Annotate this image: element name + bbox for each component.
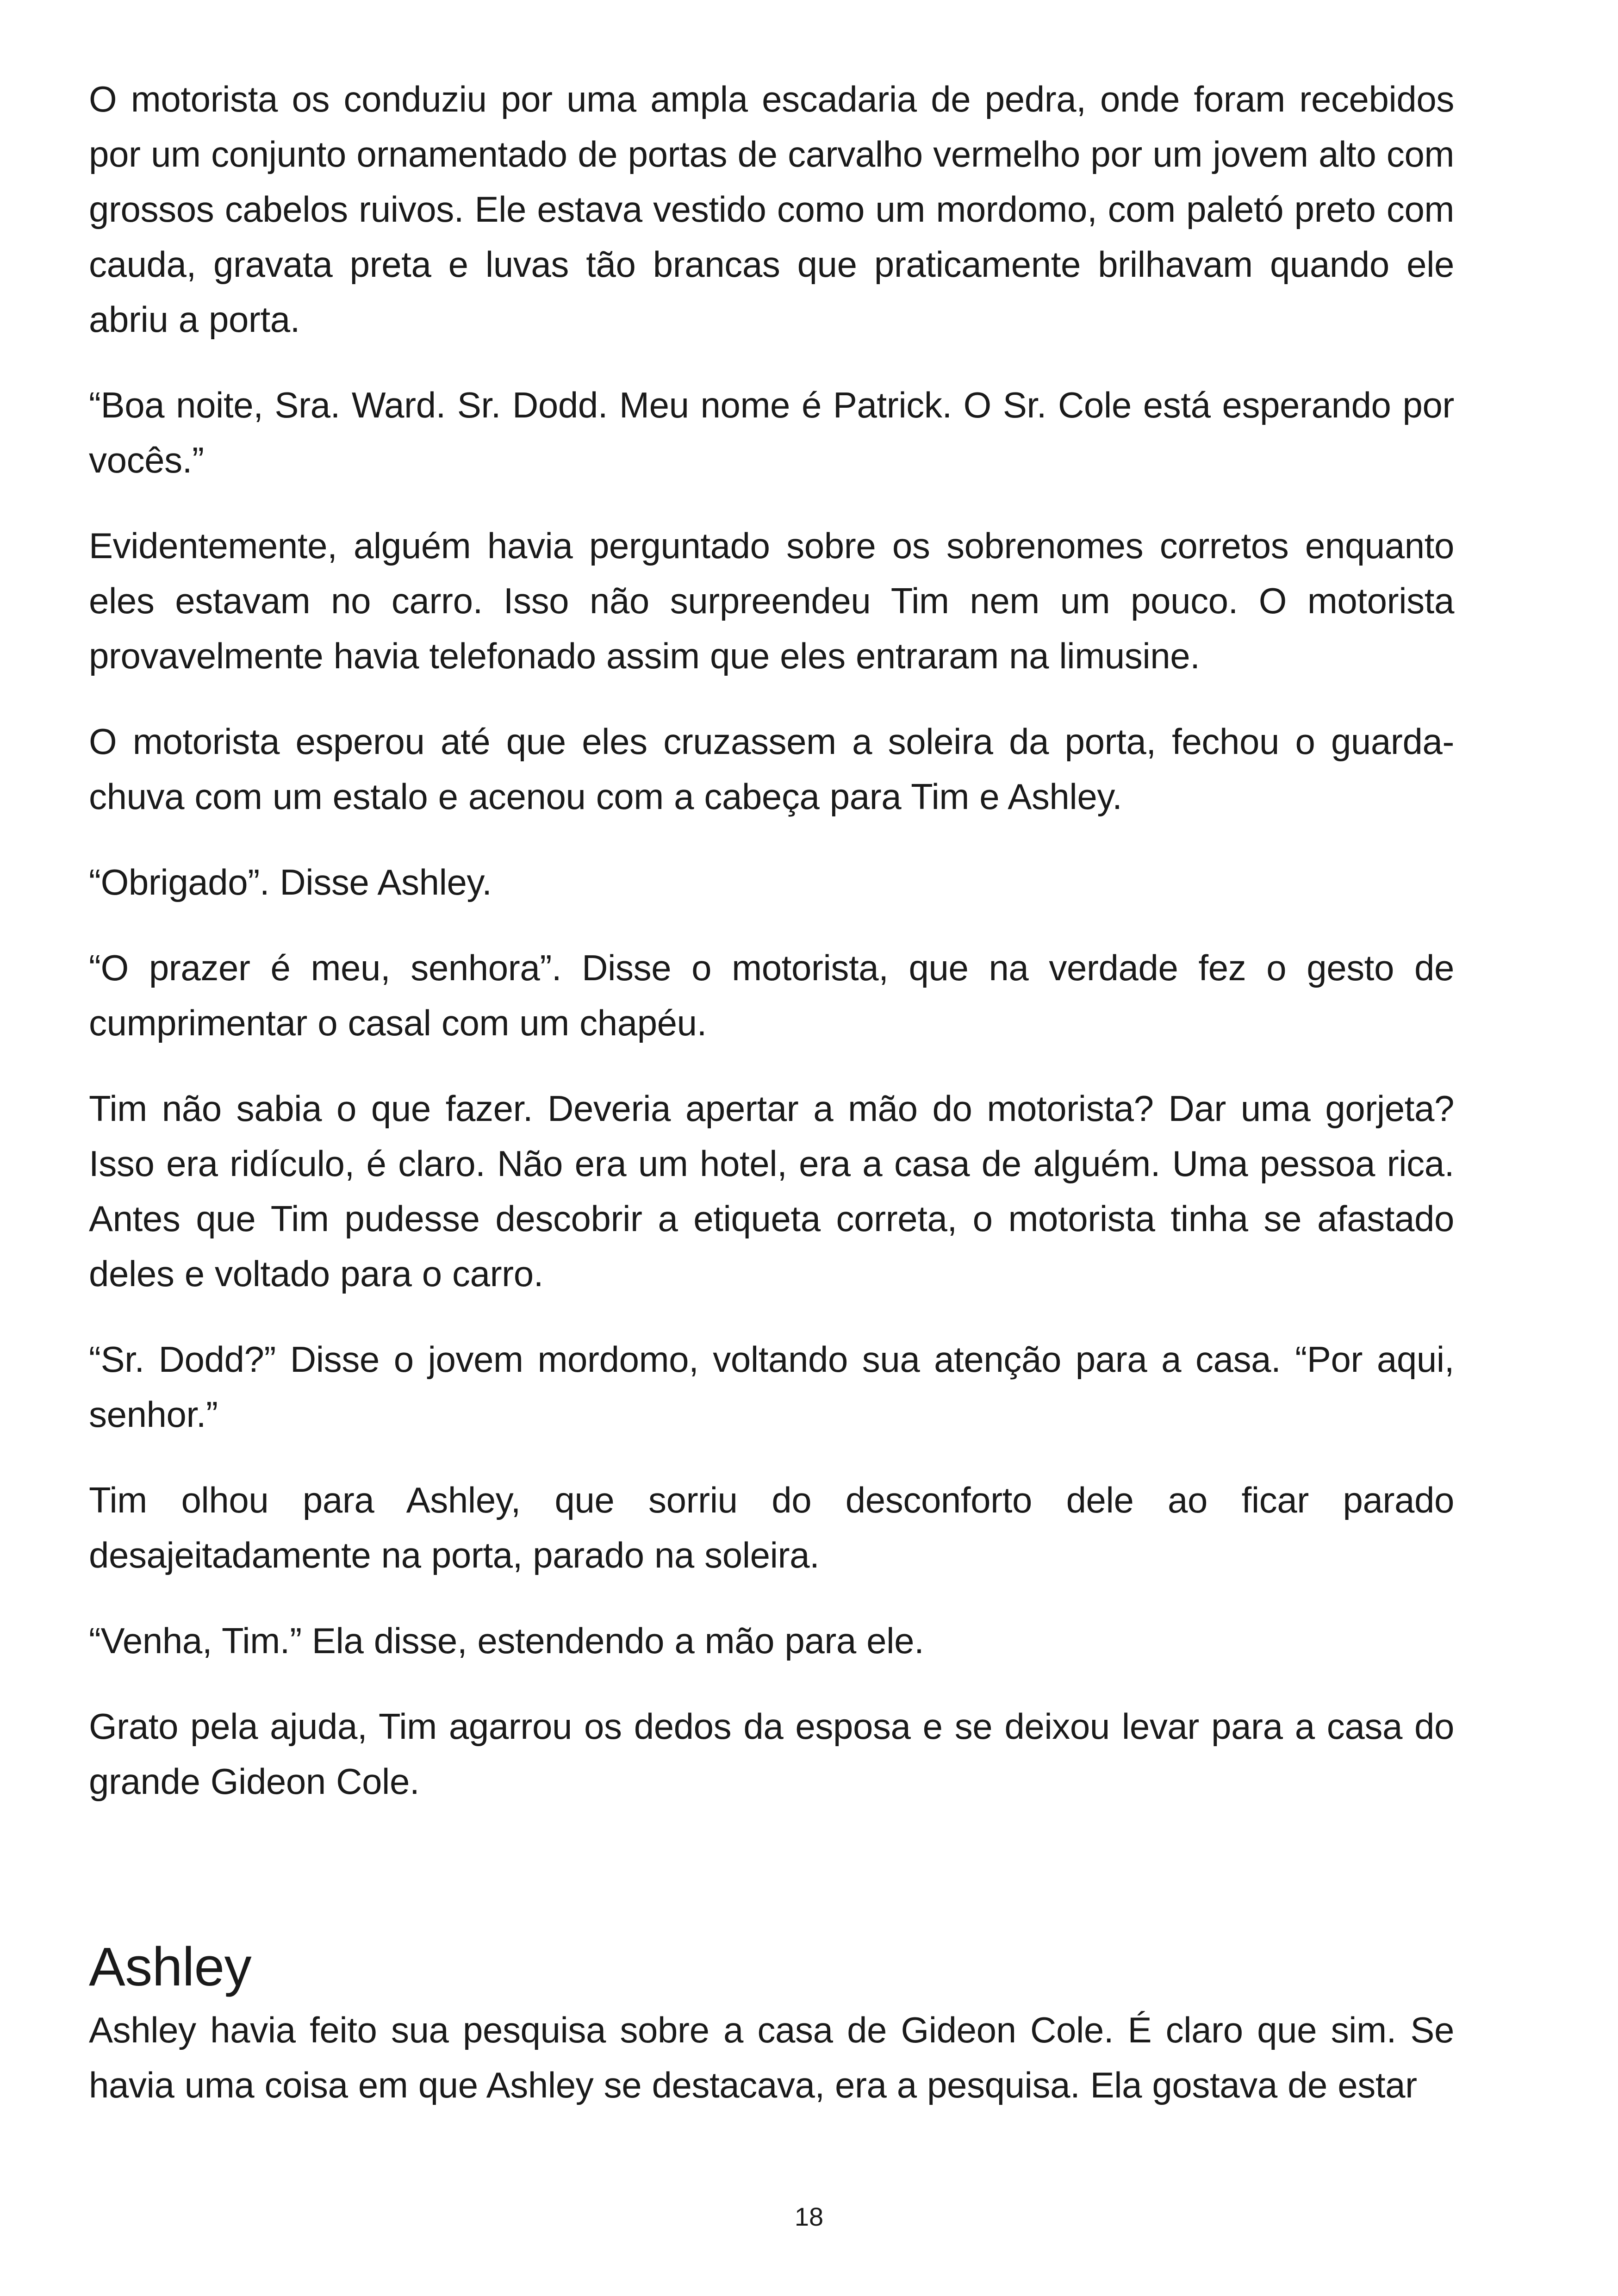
page-number: 18 bbox=[794, 2202, 824, 2231]
section-spacer bbox=[89, 1840, 1454, 1932]
paragraph: Ashley havia feito sua pesquisa sobre a casa de Gideon Cole. É claro que sim. Se havia uma coisa em que Ashley se destacava, era a pesquisa. Ela gostava de estar bbox=[89, 2010, 1454, 2105]
paragraph: O motorista esperou até que eles cruzassem a soleira da porta, fechou o guarda-chuva com um estalo e acenou com a cabeça para Tim e Ashley. bbox=[89, 721, 1454, 817]
paragraph: Tim não sabia o que fazer. Deveria apertar a mão do motorista? Dar uma gorjeta? Isso era ridículo, é claro. Não era um hotel, era a casa de alguém. Uma pessoa rica. Antes que Tim pudesse descobrir a etiqueta correta, o motorista tinha se afastado deles e voltado para o carro. bbox=[89, 1088, 1454, 1294]
paragraph: Evidentemente, alguém havia perguntado sobre os sobrenomes corretos enquanto eles estavam no carro. Isso não surpreendeu Tim nem um pouco. O motorista provavelmente havia telefonado assim que eles entraram na limusine. bbox=[89, 525, 1454, 676]
paragraph: “O prazer é meu, senhora”. Disse o motorista, que na verdade fez o gesto de cumprimentar o casal com um chapéu. bbox=[89, 947, 1454, 1043]
paragraph: “Boa noite, Sra. Ward. Sr. Dodd. Meu nome é Patrick. O Sr. Cole está esperando por vocês.” bbox=[89, 385, 1454, 480]
section-heading: Ashley bbox=[89, 1936, 252, 1997]
paragraph: “Sr. Dodd?” Disse o jovem mordomo, voltando sua atenção para a casa. “Por aqui, senhor.” bbox=[89, 1339, 1454, 1435]
paragraph: O motorista os conduziu por uma ampla escadaria de pedra, onde foram recebidos por um conjunto ornamentado de portas de carvalho vermelho por um jovem alto com grossos cabelos ruivos. Ele estava vestido como um mordomo, com paletó preto com cauda, gravata preta e luvas tão brancas que praticamente brilhavam quando ele abriu a porta. bbox=[89, 79, 1454, 340]
body-text bbox=[89, 72, 1454, 2143]
paragraph: Tim olhou para Ashley, que sorriu do desconforto dele ao ficar parado desajeitadamente na porta, parado na soleira. bbox=[89, 1480, 1454, 1575]
paragraph: Grato pela ajuda, Tim agarrou os dedos da esposa e se deixou levar para a casa do grande Gideon Cole. bbox=[89, 1706, 1454, 1802]
paragraph: “Obrigado”. Disse Ashley. bbox=[89, 862, 492, 902]
paragraph: “Venha, Tim.” Ela disse, estendendo a mão para ele. bbox=[89, 1620, 924, 1661]
